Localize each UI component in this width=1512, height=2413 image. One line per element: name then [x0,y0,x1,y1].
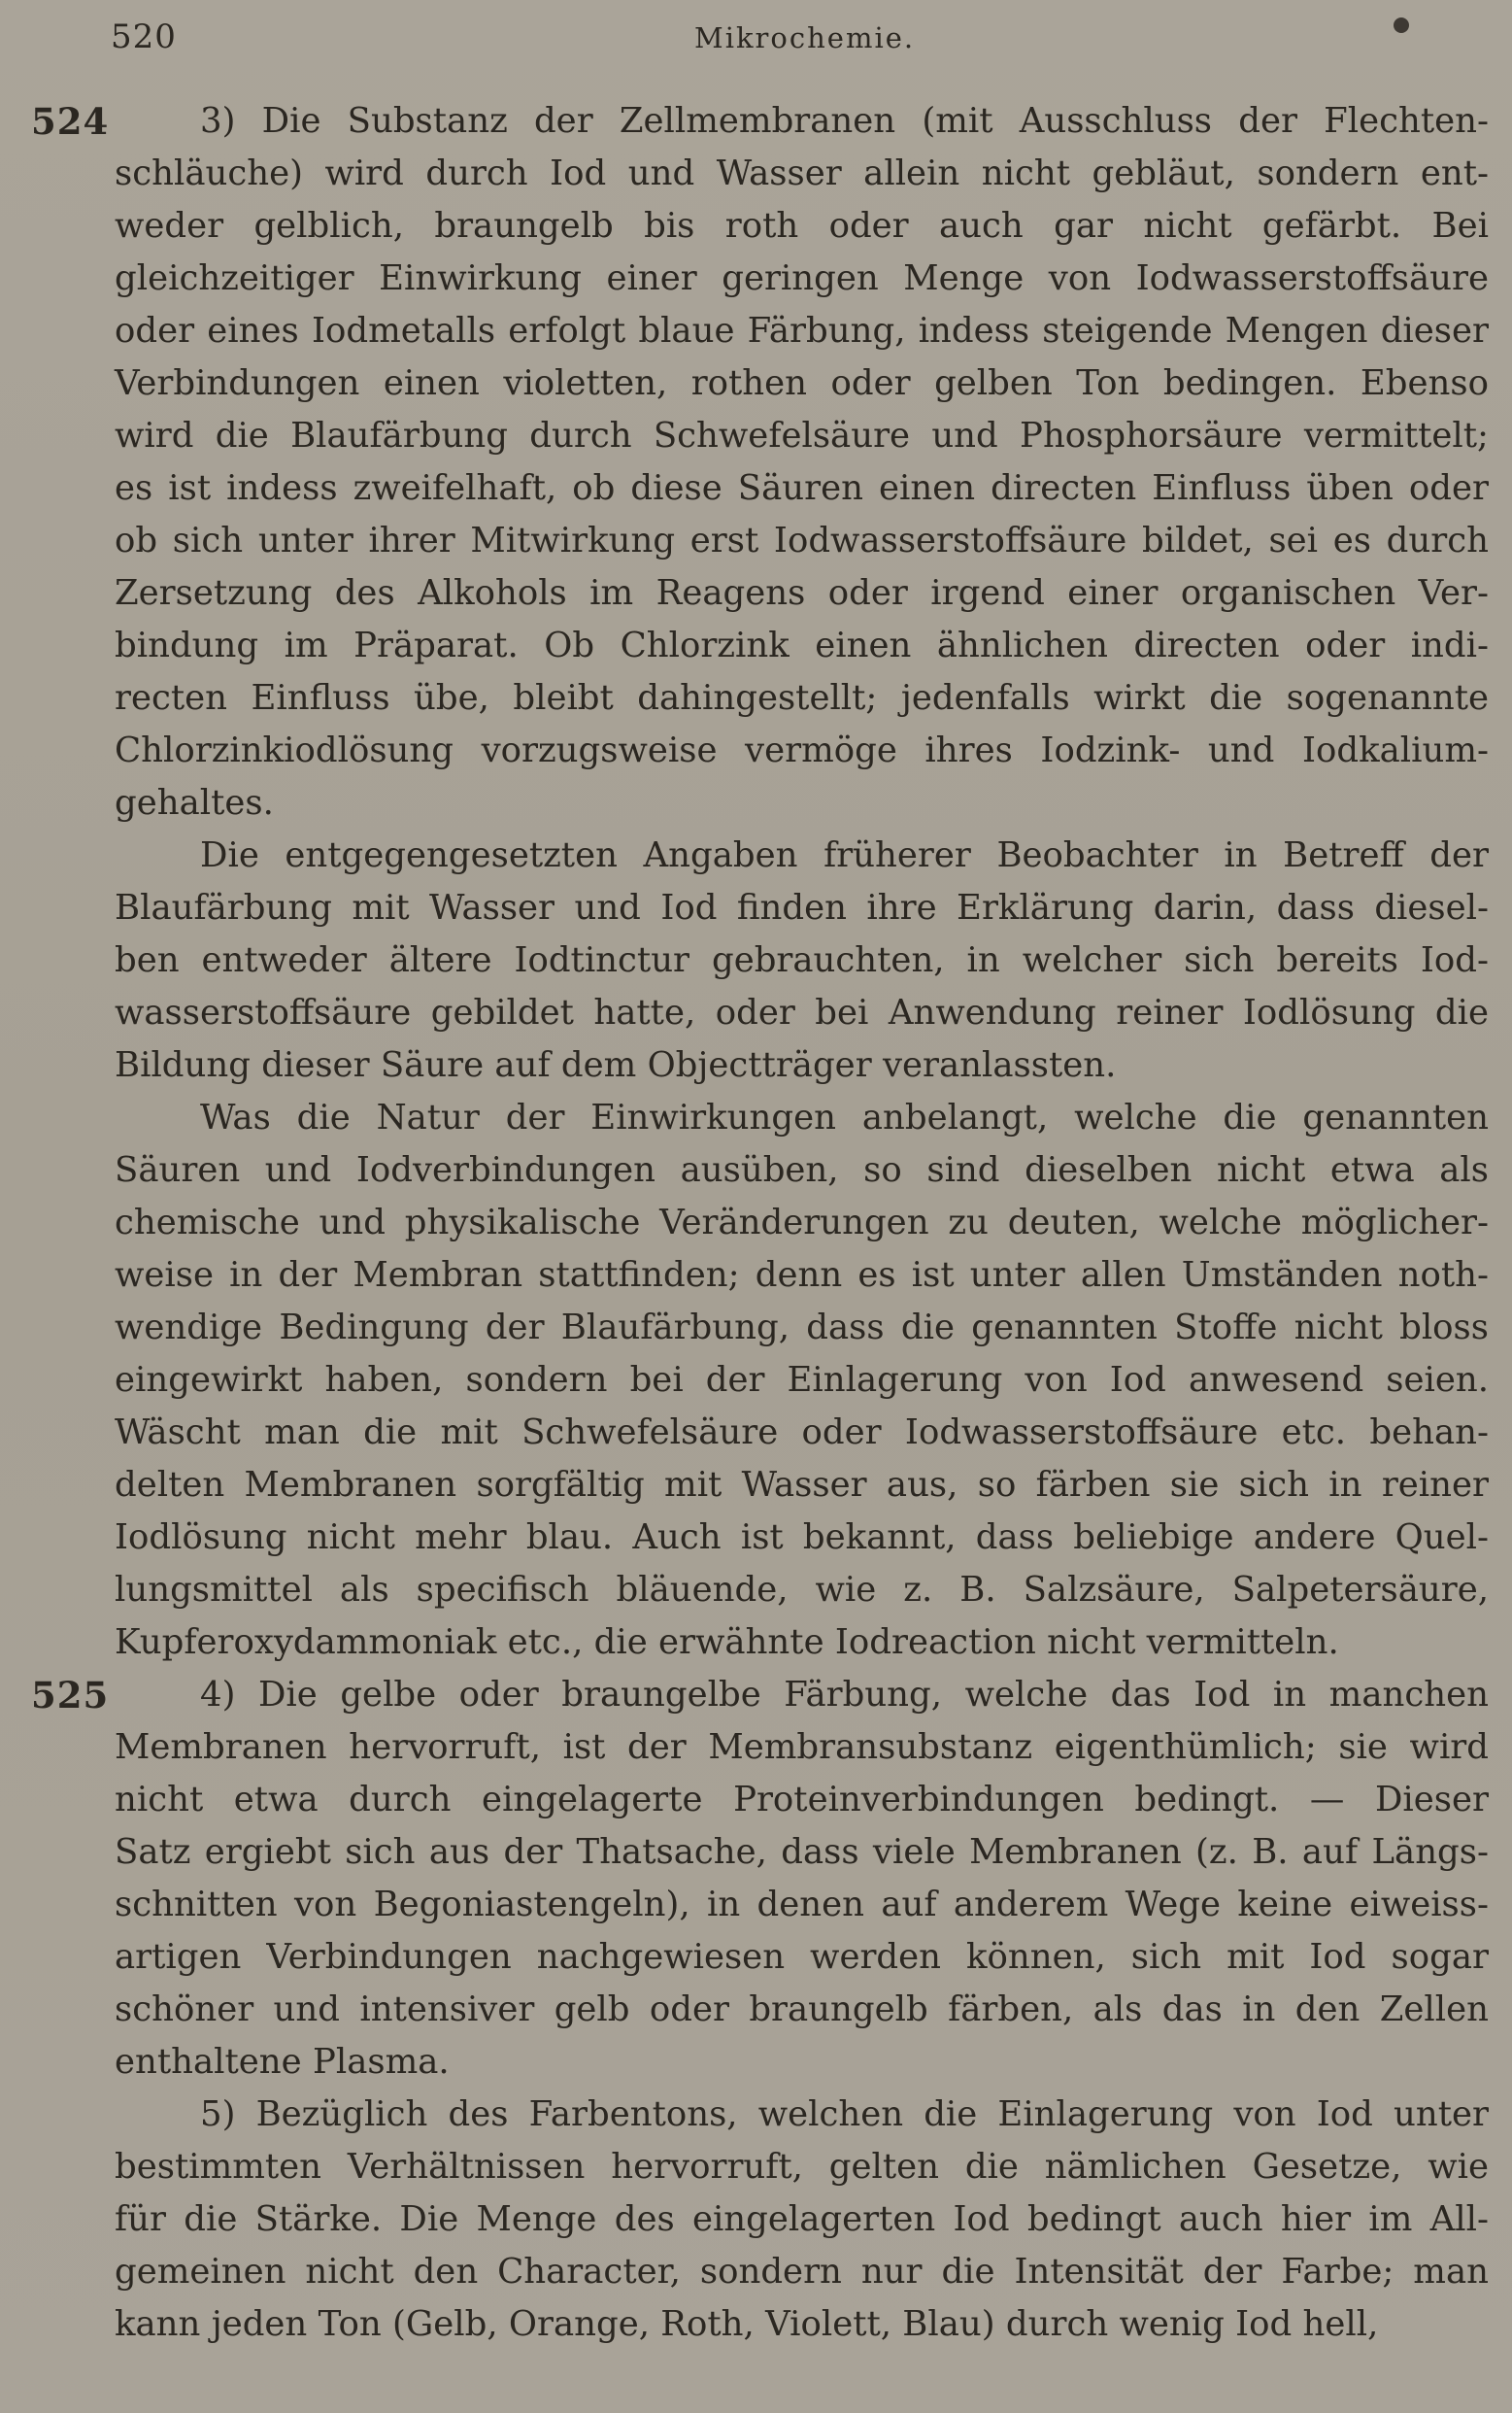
text-line: artigen Verbindungen nachgewiesen werden können, sich mit Iod sogar [115,1937,1489,1977]
text-line: 5) Bezüglich des Farbentons, welchen die Einlagerung von Iod unter [200,2094,1489,2134]
text-line: bestimmten Verhältnissen hervorruft, gelten die nämlichen Gesetze, wie [115,2147,1489,2187]
text-line: Zersetzung des Alkohols im Reagens oder irgend einer organischen Ver- [115,573,1489,613]
text-line: Wäscht man die mit Schwefelsäure oder Iodwasserstoffsäure etc. behan- [115,1412,1489,1452]
text-line: Membranen hervorruft, ist der Membransubstanz eigenthümlich; sie wird [115,1727,1489,1767]
paragraph [31,1669,1489,2089]
text-line: 3) Die Substanz der Zellmembranen (mit Ausschluss der Flechten- [200,101,1489,141]
text-line: es ist indess zweifelhaft, ob diese Säuren einen directen Einfluss üben oder [115,468,1489,508]
text-line: Was die Natur der Einwirkungen anbelangt, welche die genannten [200,1098,1489,1138]
text-line: weise in der Membran stattfinden; denn es ist unter allen Umständen noth- [115,1255,1489,1295]
text-line: Die entgegengesetzten Angaben früherer Beobachter in Betreff der [200,835,1489,875]
text-line: Chlorzinkiodlösung vorzugsweise vermöge ihres Iodzink- und Iodkalium- [115,731,1489,770]
text-line: kann jeden Ton (Gelb, Orange, Roth, Violett, Blau) durch wenig Iod hell, [115,2304,1379,2344]
page-number: 520 [111,17,177,56]
paragraph [31,95,1489,830]
text-line: bindung im Präparat. Ob Chlorzink einen ähnlichen directen oder indi- [115,626,1489,665]
text-line: Bildung dieser Säure auf dem Objectträger veranlassten. [115,1045,1117,1085]
paragraph [115,830,1489,1092]
text-line: 4) Die gelbe oder braungelbe Färbung, welche das Iod in manchen [200,1675,1489,1715]
text-line: schläuche) wird durch Iod und Wasser allein nicht gebläut, sondern ent- [115,153,1489,193]
section-number: 525 [31,1674,110,1716]
text-line: enthaltene Plasma. [115,2042,450,2082]
paragraph [115,1092,1489,1669]
text-line: Kupferoxydammoniak etc., die erwähnte Iodreaction nicht vermitteln. [115,1622,1339,1662]
text-line: oder eines Iodmetalls erfolgt blaue Färbung, indess steigende Mengen dieser [115,311,1489,351]
text-line: schöner und intensiver gelb oder braungelb färben, als das in den Zellen [115,1989,1489,2029]
text-line: wasserstoffsäure gebildet hatte, oder bei Anwendung reiner Iodlösung die [115,993,1489,1033]
text-line: Blaufärbung mit Wasser und Iod finden ihre Erklärung darin, dass diesel- [115,888,1489,928]
text-line: Iodlösung nicht mehr blau. Auch ist bekannt, dass beliebige andere Quel- [115,1517,1489,1557]
text-line: ob sich unter ihrer Mitwirkung erst Iodwasserstoffsäure bildet, sei es durch [115,521,1489,561]
body-text [31,95,1489,2351]
ink-dot [1394,17,1409,33]
text-line: schnitten von Begoniastengeln), in denen auf anderem Wege keine eiweiss- [115,1885,1489,1924]
text-line: gleichzeitiger Einwirkung einer geringen Menge von Iodwasserstoffsäure [115,258,1489,298]
text-line: recten Einfluss übe, bleibt dahingestellt; jedenfalls wirkt die sogenannte [115,678,1489,718]
text-line: chemische und physikalische Veränderungen zu deuten, welche möglicher- [115,1203,1489,1242]
text-line: für die Stärke. Die Menge des eingelagerten Iod bedingt auch hier im All- [115,2199,1489,2239]
text-line: weder gelblich, braungelb bis roth oder auch gar nicht gefärbt. Bei [115,206,1489,246]
section-number: 524 [31,100,110,143]
text-line: Satz ergiebt sich aus der Thatsache, dass viele Membranen (z. B. auf Längs- [115,1832,1489,1872]
text-line: gemeinen nicht den Character, sondern nur die Intensität der Farbe; man [115,2252,1489,2292]
text-line: ben entweder ältere Iodtinctur gebrauchten, in welcher sich bereits Iod- [115,940,1489,980]
running-title: Mikrochemie. [694,21,916,54]
page-header [107,17,1486,66]
text-line: gehaltes. [115,783,274,823]
text-line: delten Membranen sorgfältig mit Wasser aus, so färben sie sich in reiner [115,1465,1489,1505]
text-line: nicht etwa durch eingelagerte Proteinverbindungen bedingt. — Dieser [115,1780,1489,1819]
text-line: Verbindungen einen violetten, rothen oder gelben Ton bedingen. Ebenso [115,363,1489,403]
paragraph [115,2089,1489,2351]
text-line: wendige Bedingung der Blaufärbung, dass die genannten Stoffe nicht bloss [115,1308,1489,1347]
text-line: Säuren und Iodverbindungen ausüben, so sind dieselben nicht etwa als [115,1150,1489,1190]
text-line: lungsmittel als specifisch bläuende, wie z. B. Salzsäure, Salpetersäure, [115,1570,1489,1610]
text-line: eingewirkt haben, sondern bei der Einlagerung von Iod anwesend seien. [115,1360,1489,1400]
text-line: wird die Blaufärbung durch Schwefelsäure und Phosphorsäure vermittelt; [115,416,1489,456]
